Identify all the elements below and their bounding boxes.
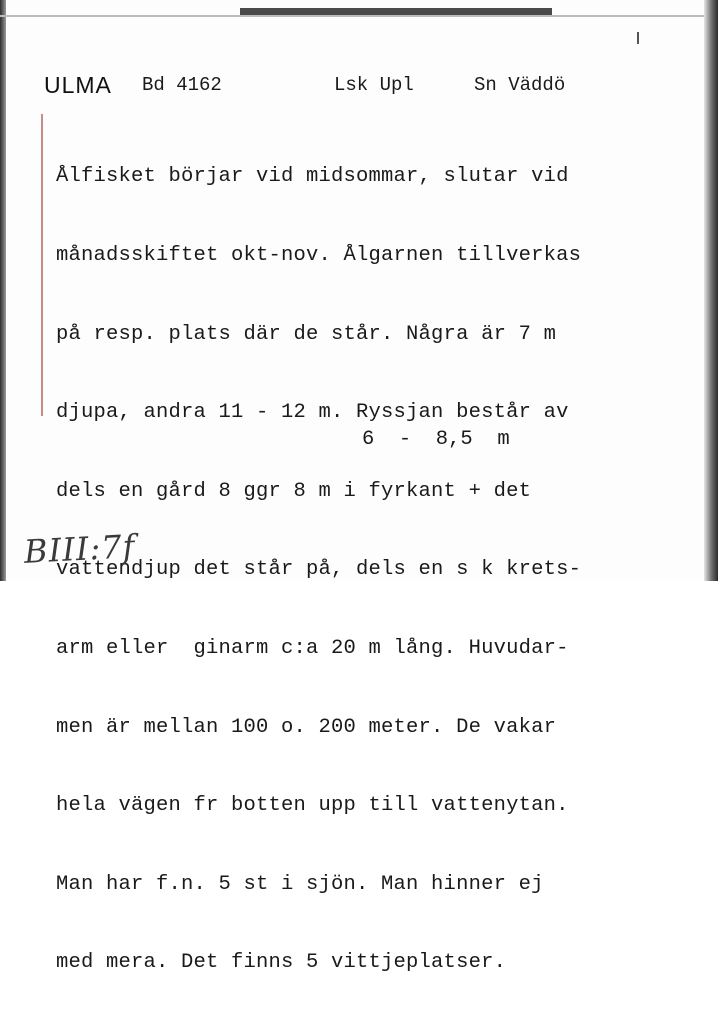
text-line: på resp. plats där de står. Några är 7 m (56, 322, 557, 346)
card-header (40, 72, 680, 102)
text-line: dels en gård 8 ggr 8 m i fyrkant + det (56, 479, 532, 503)
text-line: Man har f.n. 5 st i sjön. Man hinner ej (56, 872, 544, 896)
text-line: vattendjup det står på, dels en s k krets- (56, 558, 582, 582)
text-line: hela vägen fr botten upp till vattenytan. (56, 794, 569, 818)
text-line: med mera. Det finns 5 vittjeplatser. (56, 951, 507, 975)
region-label: Lsk Upl (334, 74, 414, 96)
record-id: Bd 4162 (142, 74, 222, 96)
card-body-text (56, 112, 676, 1029)
handwritten-signature: BIII:7f (23, 527, 137, 571)
parish-label: Sn Väddö (474, 74, 566, 96)
card-right-edge (704, 0, 718, 581)
archive-title: ULMA (44, 72, 112, 98)
edge-mark (637, 32, 639, 44)
text-line: månadsskiftet okt-nov. Ålgarnen tillverkas (56, 244, 582, 267)
text-line: djupa, andra 11 - 12 m. Ryssjan består av (56, 401, 569, 425)
text-line: men är mellan 100 o. 200 meter. De vakar (56, 715, 557, 739)
text-line: arm eller ginarm c:a 20 m lång. Huvudar- (56, 636, 569, 660)
depth-measurement: 6 - 8,5 m (362, 428, 510, 451)
card-left-edge (0, 0, 6, 581)
card-top-edge (0, 15, 718, 17)
text-line: Ålfisket börjar vid midsommar, slutar vid (56, 165, 569, 189)
margin-rule (41, 114, 43, 416)
